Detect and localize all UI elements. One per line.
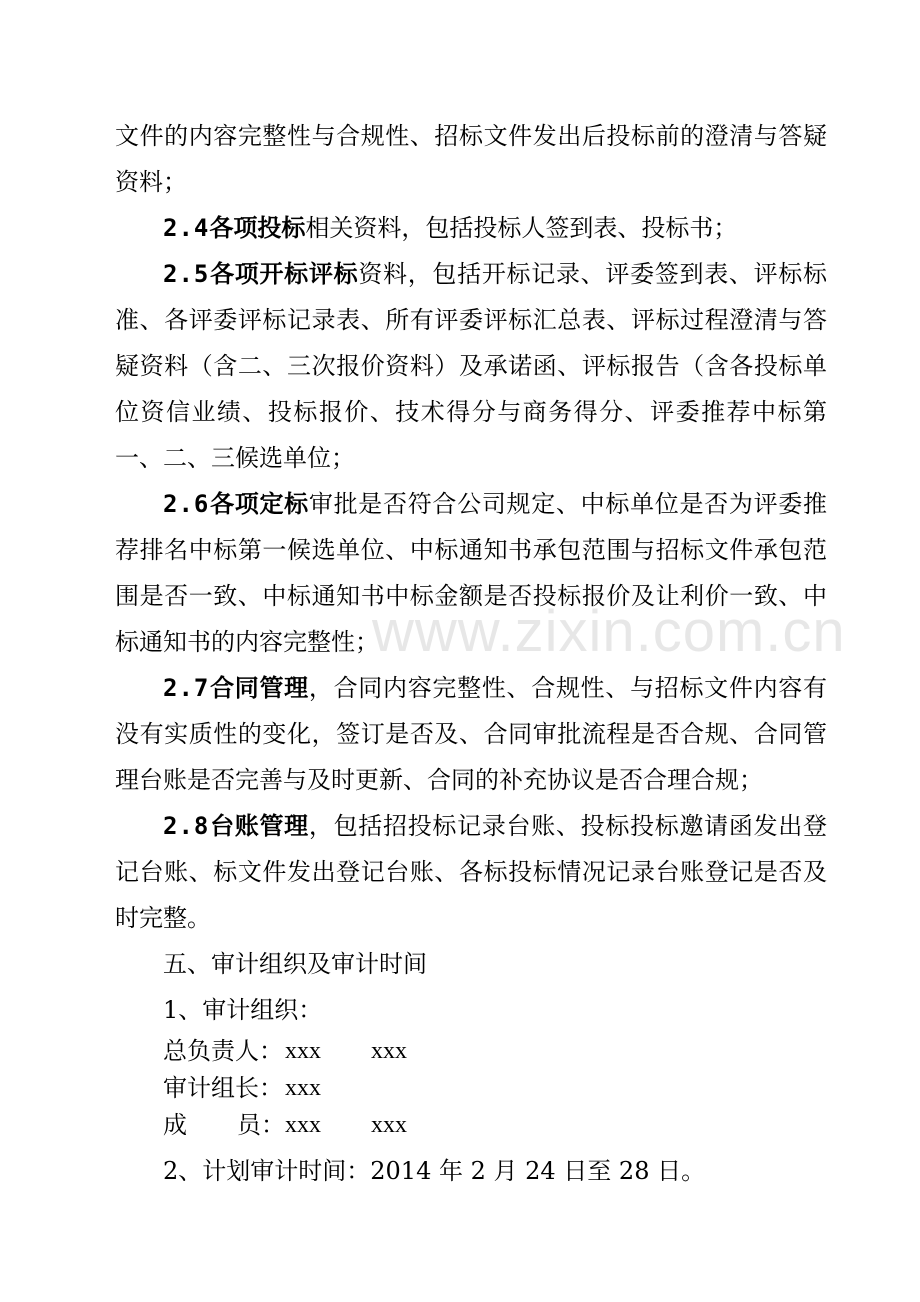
section-heading: 五、审计组织及审计时间 bbox=[163, 950, 427, 978]
document-page bbox=[115, 113, 827, 1194]
item-number: 2.6 bbox=[163, 490, 210, 518]
item-heading: 台账管理 bbox=[209, 811, 309, 840]
roster-name: xxx bbox=[285, 1075, 321, 1101]
roster-label: 审计组长： bbox=[163, 1074, 283, 1102]
item-number: 2.8 bbox=[163, 812, 210, 840]
roster-row-leader bbox=[163, 1033, 827, 1070]
paragraph-2-8 bbox=[115, 803, 827, 941]
roster-label: 成 员： bbox=[163, 1111, 285, 1139]
roster-row-members bbox=[163, 1107, 827, 1144]
item-body: 审批是否符合公司规定、中标单位是否为评委推荐排名中标第一候选单位、中标通知书承包范围与招标文件承包范围是否一致、中标通知书中标金额是否投标报价及让利价一致、中标通知书的内容完整性； bbox=[115, 490, 828, 656]
item-body: ，合同内容完整性、合规性、与招标文件内容有没有实质性的变化，签订是否及、合同审批流程是否合规、合同管理台账是否完善与及时更新、合同的补充协议是否合理合规； bbox=[115, 674, 828, 794]
item-heading: 各项开标评标 bbox=[209, 259, 359, 288]
roster-name: xxx bbox=[285, 1038, 321, 1064]
subsection-heading: 1、审计组织： bbox=[163, 996, 323, 1024]
item-number: 2.7 bbox=[163, 674, 210, 702]
paragraph-2-6 bbox=[115, 481, 827, 665]
paragraph-continuation: 文件的内容完整性与合规性、招标文件发出后投标前的澄清与答疑资料； bbox=[115, 122, 827, 196]
item-body: 资料，包括开标记录、评委签到表、评标标准、各评委评标记录表、所有评委评标汇总表、评标过程澄清与答疑资料（含二、三次报价资料）及承诺函、评标报告（含各投标单位资信业绩、投标报价、技术得分与商务得分、评委推荐中标第一、二、三候选单位； bbox=[115, 260, 828, 472]
paragraph-2-7 bbox=[115, 665, 827, 803]
audit-schedule: 2、计划审计时间：2014 年 2 月 24 日至 28 日。 bbox=[163, 1157, 706, 1185]
roster-name: xxx bbox=[285, 1112, 321, 1138]
item-number: 2.5 bbox=[163, 260, 210, 288]
audit-team-roster bbox=[115, 1033, 827, 1144]
roster-name: xxx bbox=[371, 1112, 407, 1138]
roster-name: xxx bbox=[371, 1038, 407, 1064]
roster-label: 总负责人： bbox=[163, 1037, 283, 1065]
item-number: 2.4 bbox=[163, 214, 210, 242]
item-body: 相关资料，包括投标人签到表、投标书； bbox=[305, 214, 738, 242]
item-heading: 各项投标 bbox=[209, 213, 306, 242]
item-heading: 合同管理 bbox=[209, 673, 309, 702]
paragraph-2-5 bbox=[115, 251, 827, 481]
item-body: ，包括招投标记录台账、投标投标邀请函发出登记台账、标文件发出登记台账、各标投标情况记录台账登记是否及时完整。 bbox=[115, 812, 828, 932]
item-heading: 各项定标 bbox=[209, 489, 309, 518]
watermark-text: www.zixin.com.cn bbox=[372, 599, 846, 664]
roster-row-group-leader bbox=[163, 1070, 827, 1107]
paragraph-2-4 bbox=[115, 205, 827, 251]
